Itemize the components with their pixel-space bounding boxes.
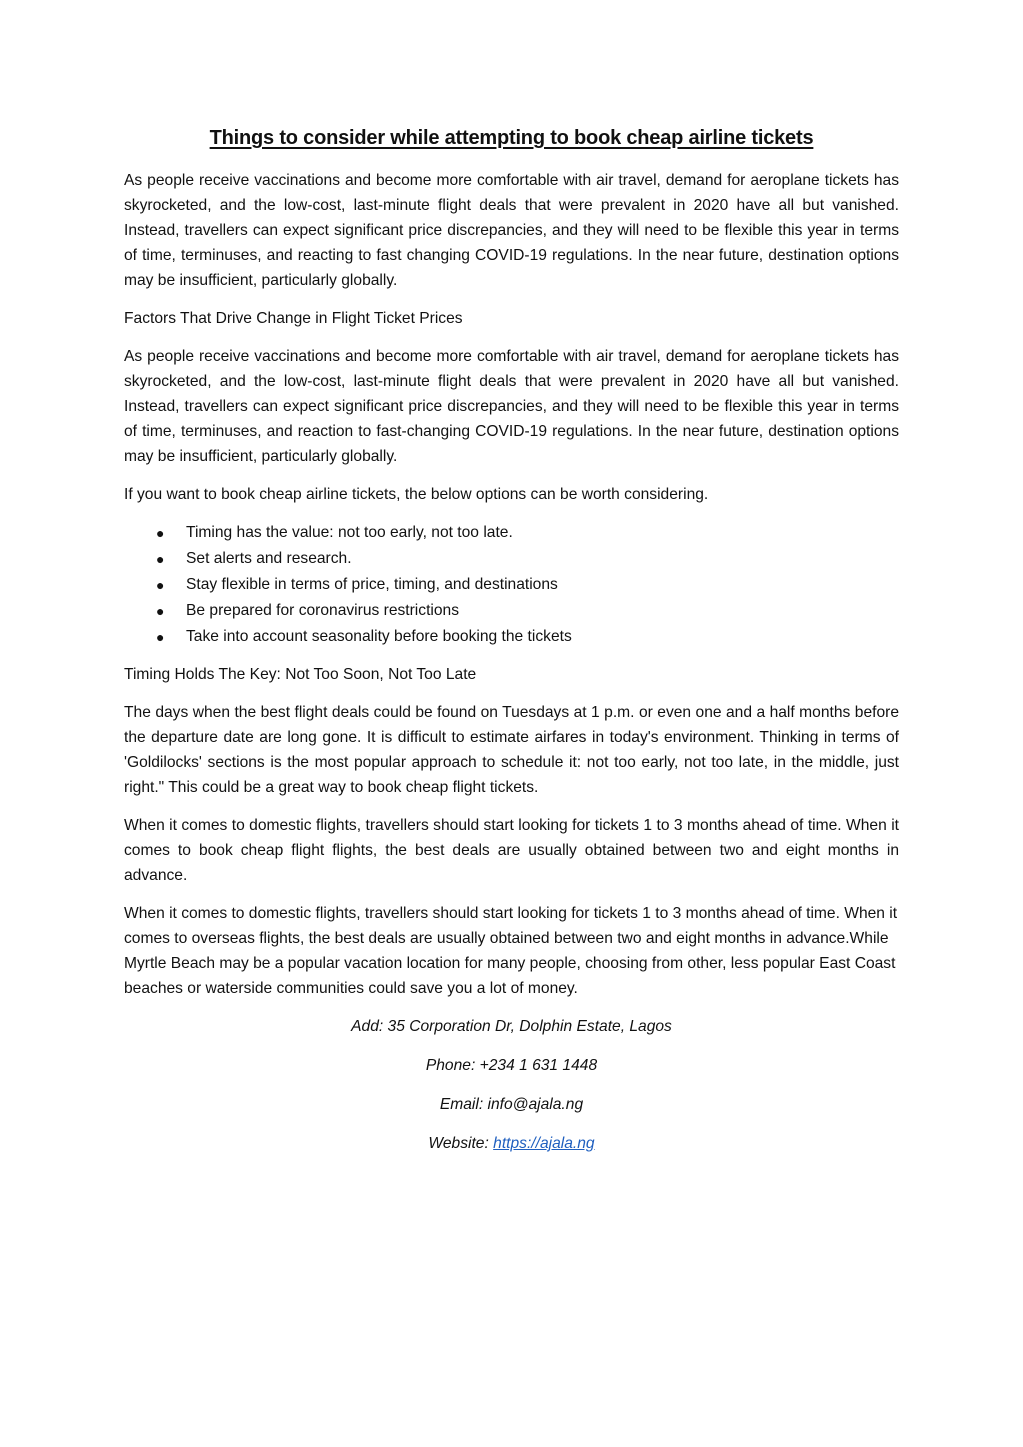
intro-paragraph: As people receive vaccinations and become more comfortable with air travel, demand for aeroplane tickets has skyrocketed, and the low-cost, last-minute flight deals that were prevalent in 2020 have all but vanished. Instead, travellers can expect significant price discrepancies, and they will need to be flexible this year in terms of time, terminuses, and reacting to fast changing COVID-19 regulations. In the near future, destination options may be insufficient, particularly globally.: [124, 172, 899, 289]
list-item: [156, 572, 899, 598]
domestic-paragraph-2: When it comes to domestic flights, travellers should start looking for tickets 1 to 3 months ahead of time. When it comes to overseas flights, the best deals are usually obtained between two and eight months in advance.While Myrtle Beach may be a popular vacation location for many people, choosing from other, less popular East Coast beaches or waterside communities could save you a lot of money.: [124, 905, 898, 997]
contact-email: Email: info@ajala.ng: [439, 1096, 584, 1113]
contact-phone: Phone: +234 1 631 1448: [425, 1057, 598, 1074]
bullet-icon: ●: [156, 525, 165, 541]
website-link[interactable]: https://ajala.ng: [493, 1135, 595, 1152]
bullet-icon: ●: [156, 629, 165, 645]
website-label: Website:: [428, 1135, 494, 1152]
options-list: [124, 520, 899, 650]
document-title: Things to consider while attempting to book cheap airline tickets: [209, 127, 814, 149]
contact-address: Add: 35 Corporation Dr, Dolphin Estate, Lagos: [351, 1018, 672, 1035]
list-item: [156, 546, 899, 572]
factors-paragraph: As people receive vaccinations and become more comfortable with air travel, demand for aeroplane tickets has skyrocketed, and the low-cost, last-minute flight deals that were prevalent in 2020 have all but vanished. Instead, travellers can expect significant price discrepancies, and they will need to be flexible this year in terms of time, terminuses, and reaction to fast-changing COVID-19 regulations. In the near future, destination options may be insufficient, particularly globally.: [124, 348, 899, 465]
list-item: [156, 598, 899, 624]
list-item-text: Stay flexible in terms of price, timing, and destinations: [186, 576, 558, 593]
bullet-icon: ●: [156, 577, 165, 593]
domestic-paragraph-1: When it comes to domestic flights, travellers should start looking for tickets 1 to 3 months ahead of time. When it comes to book cheap flight flights, the best deals are usually obtained between two and eight months in advance.: [124, 817, 899, 884]
section-heading-timing: Timing Holds The Key: Not Too Soon, Not Too Late: [124, 666, 477, 683]
list-item: [156, 520, 899, 546]
timing-paragraph: The days when the best flight deals could be found on Tuesdays at 1 p.m. or even one and a half months before the departure date are long gone. It is difficult to estimate airfares in today's environment. Thinking in terms of 'Goldilocks' sections is the most popular approach to schedule it: not too early, not too late, in the middle, just right." This could be a great way to book cheap flight tickets.: [124, 704, 899, 796]
list-item: [156, 624, 899, 650]
list-item-text: Be prepared for coronavirus restrictions: [186, 602, 460, 619]
list-item-text: Set alerts and research.: [186, 550, 352, 567]
list-item-text: Timing has the value: not too early, not too late.: [186, 524, 513, 541]
section-heading-factors: Factors That Drive Change in Flight Ticket Prices: [124, 310, 463, 327]
list-item-text: Take into account seasonality before booking the tickets: [186, 628, 572, 645]
document-page: [124, 124, 899, 1170]
bullet-icon: ●: [156, 551, 165, 567]
contact-website: [124, 1131, 899, 1156]
bullet-icon: ●: [156, 603, 165, 619]
options-intro-paragraph: If you want to book cheap airline tickets, the below options can be worth considering.: [124, 486, 709, 503]
